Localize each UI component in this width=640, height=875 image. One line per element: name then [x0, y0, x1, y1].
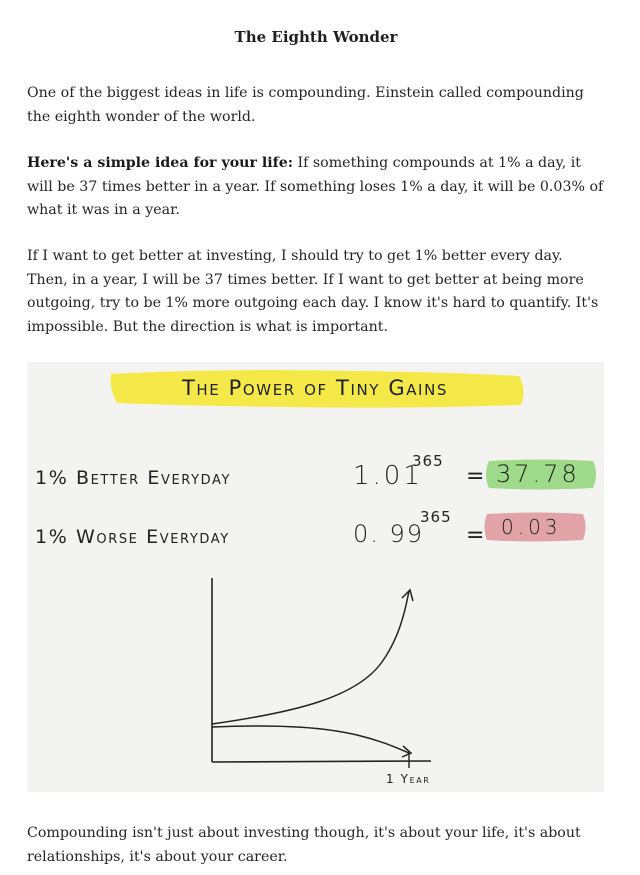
growth-curve	[212, 591, 409, 724]
worse-exponent: 365	[420, 508, 452, 526]
worse-result: 0.03	[501, 515, 562, 539]
worse-everyday-label: 1% Worse Everyday	[35, 526, 230, 548]
paragraph-closing: Compounding isn't just about investing though, it's about your life, it's about relationships, it's about your career.	[27, 825, 581, 865]
paragraph-intro: One of the biggest ideas in life is compounding. Einstein called compounding the eighth wonder of the world.	[27, 85, 584, 125]
decay-curve	[212, 726, 409, 753]
better-everyday-label: 1% Better Everyday	[35, 467, 232, 489]
paragraph-investing: If I want to get better at investing, I should try to get 1% better every day. Then, in a year, I will be 37 times better. If I want to get better at being more outgoing, try to be 1% more outgoing each day. I know it's hard to quantify. It's impossible. But the direction is what is important.	[27, 248, 599, 335]
illustration-heading: The Power of Tiny Gains	[181, 376, 449, 400]
paragraph-simple-idea	[27, 152, 607, 223]
illustration-svg	[27, 362, 604, 792]
graph-x-axis	[212, 761, 431, 762]
article-title: The Eighth Wonder	[234, 28, 398, 46]
better-exponent: 365	[412, 452, 444, 470]
tiny-gains-illustration	[27, 362, 604, 792]
simple-idea-text: If something compounds at 1% a day, it will be 37 times better in a year. If something loses 1% a day, it will be 0.03% of what it was in a year.	[27, 155, 604, 218]
better-base: 1.01	[353, 461, 423, 491]
worse-equals: =	[466, 523, 485, 548]
better-equals: =	[466, 464, 485, 489]
year-label: 1 Year	[386, 772, 431, 786]
better-result: 37.78	[496, 460, 580, 488]
simple-idea-lead: Here's a simple idea for your life:	[27, 155, 294, 171]
worse-base: 0. 99	[353, 520, 425, 548]
